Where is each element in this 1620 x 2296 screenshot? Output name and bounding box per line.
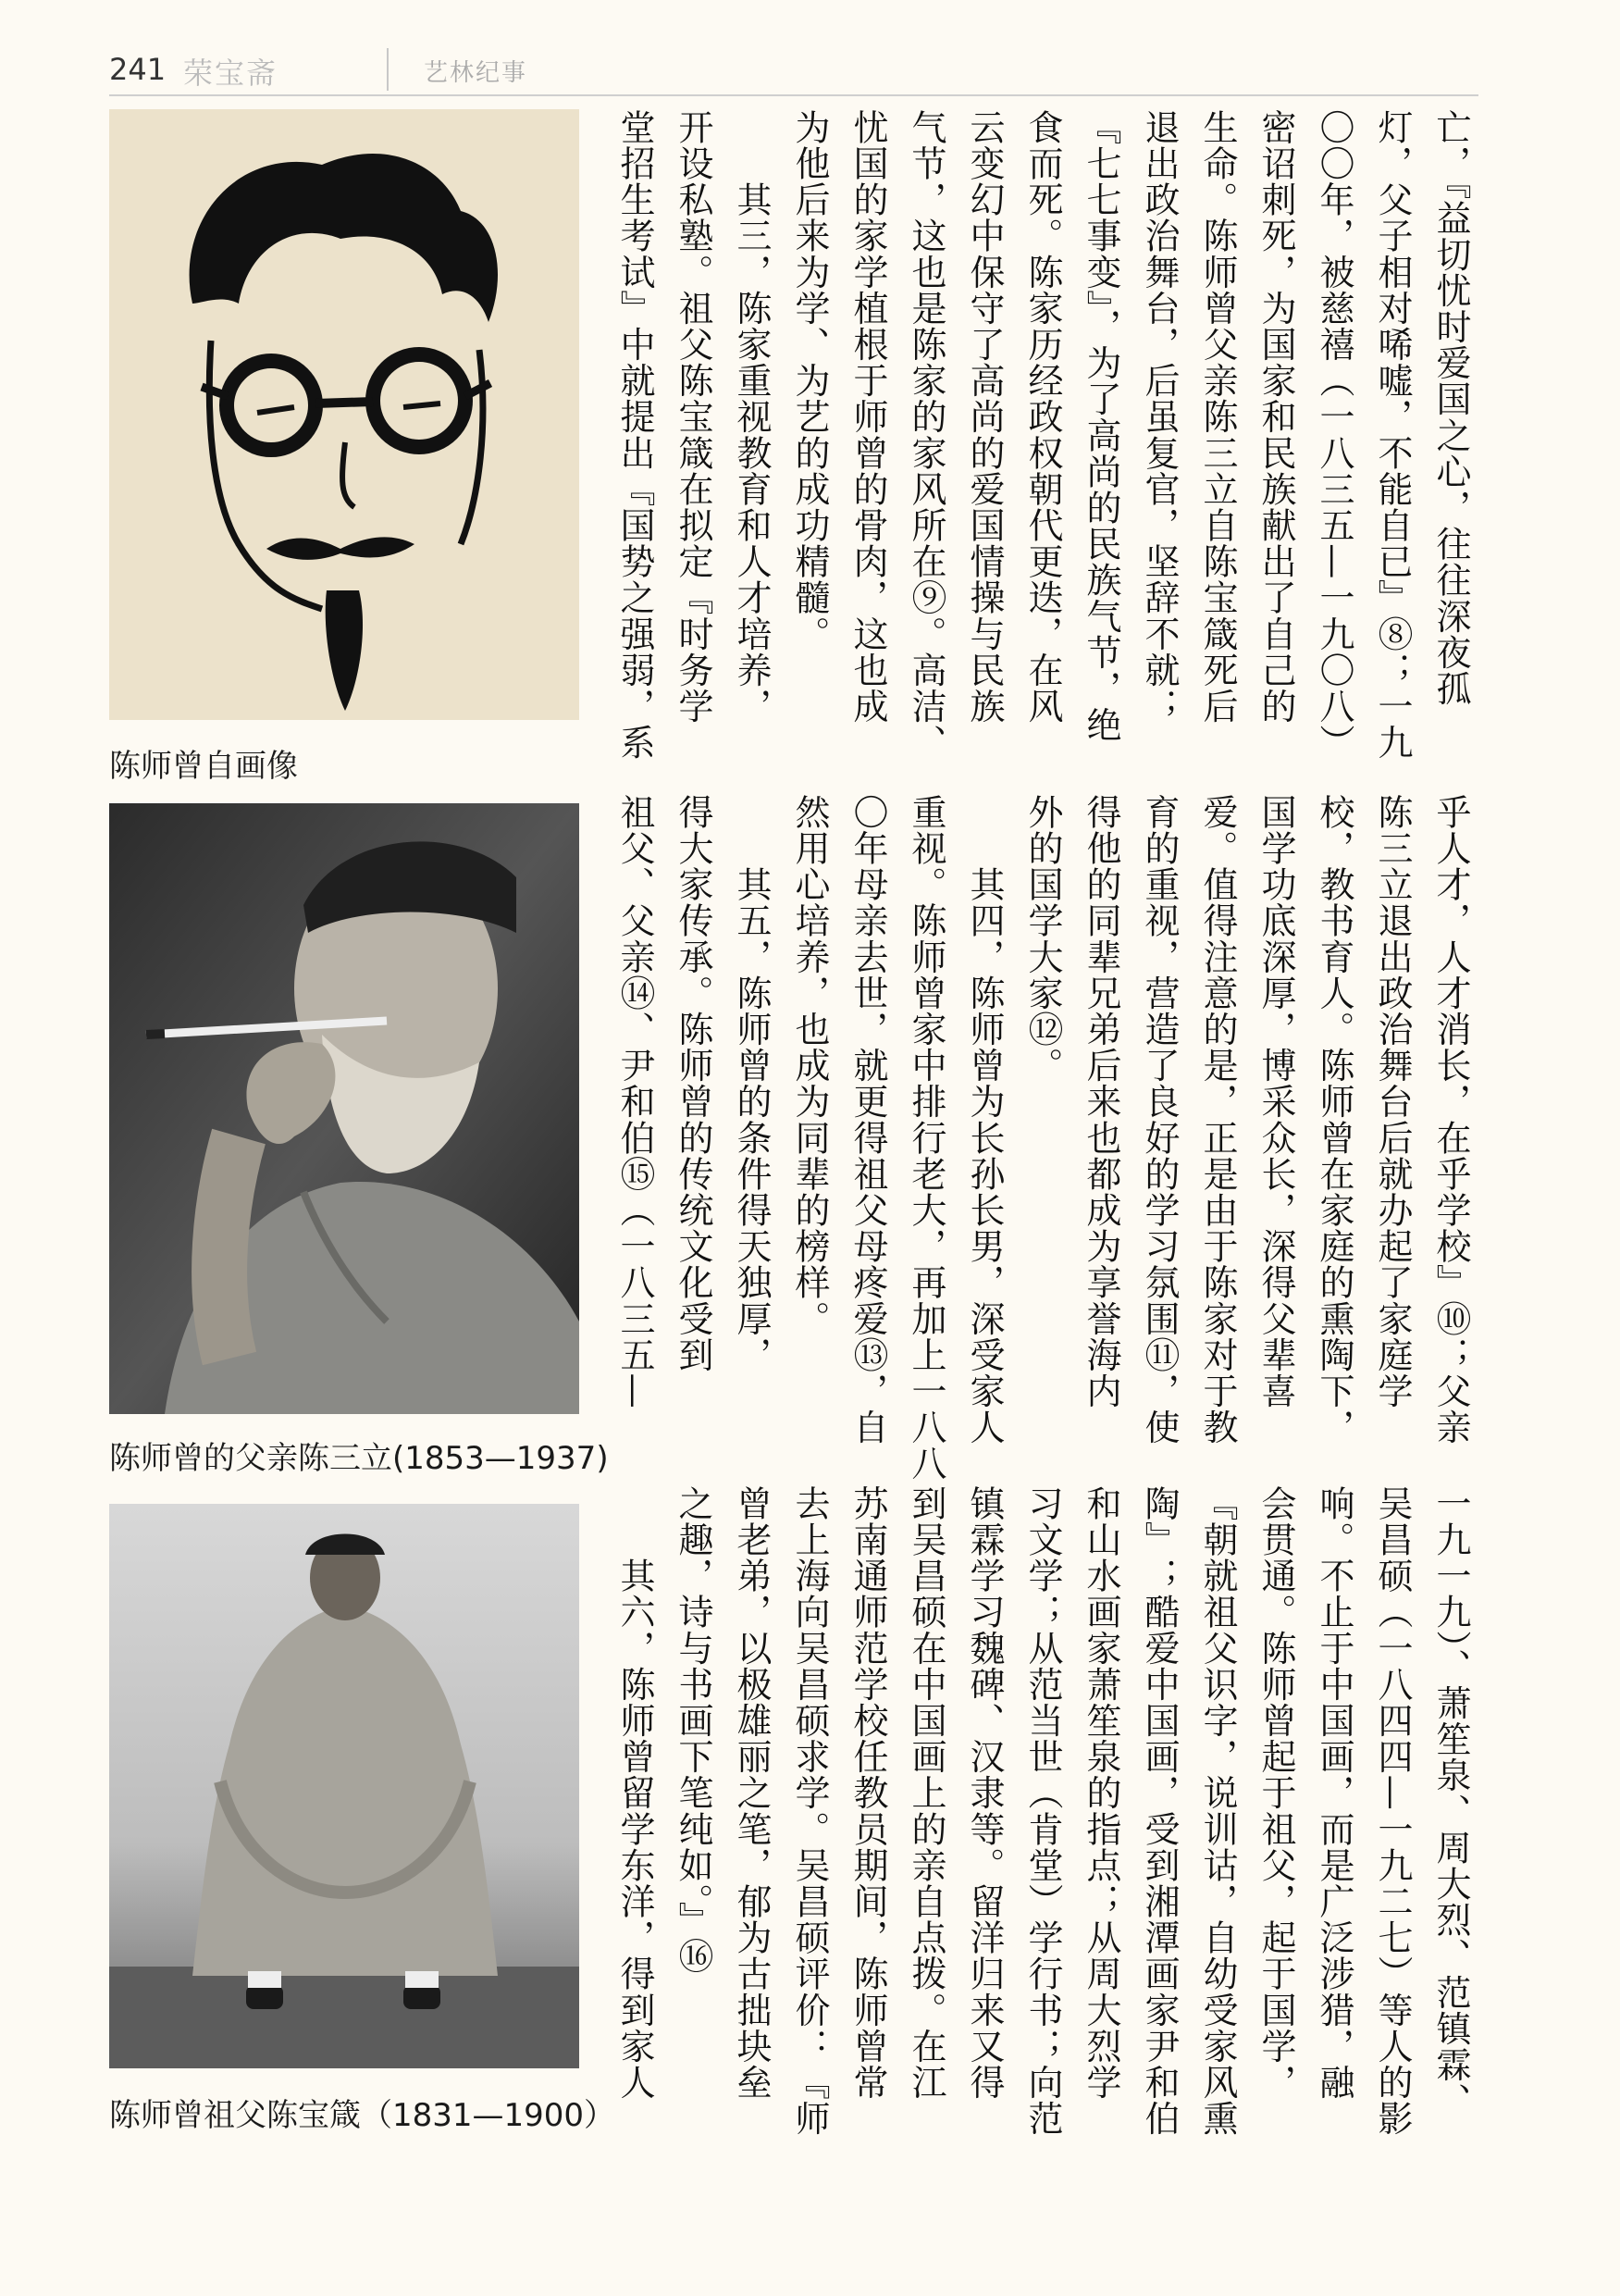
page-number: 241 <box>109 52 167 87</box>
text-column: 吴昌硕（一八四四—一九二七）等人的影 <box>1372 1485 1413 2137</box>
text-column: 去上海向吴昌硕求学。吴昌硕评价：『师 <box>789 1485 830 2137</box>
text-column: 堂招生考试』中就提出『国势之强弱，系 <box>614 109 655 761</box>
text-column: 重视。陈师曾家中排行老大，再加上一八八 <box>906 794 946 1482</box>
text-column: 亡，『益切忧时爱国之心，往往深夜孤 <box>1430 109 1471 707</box>
text-column: 其四，陈师曾为长孙长男，深受家人 <box>964 794 1005 1446</box>
text-column: 育的重视，营造了良好的学习氛围⑪，使 <box>1139 794 1180 1446</box>
text-column: 会贯通。陈师曾起于祖父，起于国学， <box>1255 1485 1296 2101</box>
text-column: 之趣，诗与书画下笔纯如。』⑯ <box>673 1485 713 1975</box>
text-column: 国学功底深厚，博采众长，深得父辈喜 <box>1255 794 1296 1409</box>
text-column: 陶』；酷爱中国画，受到湘潭画家尹和伯 <box>1139 1485 1180 2137</box>
figure-caption: 陈师曾的父亲陈三立(1853—1937) <box>109 1440 609 1477</box>
text-column: 其五，陈师曾的条件得天独厚， <box>731 794 772 1373</box>
text-column: 『朝就祖父识字，说训诂，自幼受家风熏 <box>1197 1485 1238 2137</box>
text-column: 灯，父子相对唏嘘，不能自已』⑧；一九 <box>1372 109 1413 761</box>
text-column: 为他后来为学、为艺的成功精髓。 <box>789 109 830 652</box>
text-column: 云变幻中保守了高尚的爱国情操与民族 <box>964 109 1005 725</box>
figure-caption: 陈师曾自画像 <box>109 748 298 785</box>
text-column: 其三，陈家重视教育和人才培养， <box>731 109 772 725</box>
text-column: 生命。陈师曾父亲陈三立自陈宝箴死后 <box>1197 109 1238 725</box>
page-header <box>109 48 1478 93</box>
self-portrait-image <box>109 109 579 720</box>
figure-caption: 陈师曾祖父陈宝箴（1831—1900） <box>109 2097 616 2134</box>
portrait-photo-smoking-elder-icon <box>109 803 579 1414</box>
text-column: 其六，陈师曾留学东洋，得到家人 <box>614 1485 655 2101</box>
father-portrait-image <box>109 803 579 1414</box>
publication-name: 荣宝斋 <box>183 56 278 91</box>
header-divider <box>387 48 389 91</box>
self-portrait-sketch-icon <box>109 109 579 720</box>
text-column: 祖父、父亲⑭、尹和伯⑮（一八三五— <box>614 794 655 1409</box>
text-column: 得大家传承。陈师曾的传统文化受到 <box>673 794 713 1373</box>
text-column: 曾老弟，以极雄丽之笔，郁为古拙块垒 <box>731 1485 772 2101</box>
text-column: 镇霖学习魏碑、汉隶等。留洋归来又得 <box>964 1485 1005 2101</box>
text-block-middle <box>605 794 1479 1482</box>
portrait-photo-seated-elder-icon <box>109 1504 579 2068</box>
grandfather-portrait-image <box>109 1504 579 2068</box>
text-column: 得他的同辈兄弟后来也都成为享誉海内 <box>1081 794 1121 1409</box>
text-block-upper <box>605 109 1479 776</box>
text-column: 习文学；从范当世（肯堂）学行书；向范 <box>1022 1485 1063 2137</box>
text-column: 校，教书育人。陈师曾在家庭的熏陶下， <box>1314 794 1354 1446</box>
text-column: 外的国学大家⑫。 <box>1022 794 1063 1084</box>
text-column: 开设私塾。祖父陈宝箴在拟定『时务学 <box>673 109 713 725</box>
text-column: 退出政治舞台，后虽复官，坚辞不就； <box>1139 109 1180 725</box>
text-column: 一九一九）、萧笙泉、周大烈、范镇霖、 <box>1430 1485 1471 2119</box>
text-column: 陈三立退出政治舞台后就办起了家庭学 <box>1372 794 1413 1409</box>
text-column: 乎人才，人才消长，在乎学校』⑩；父亲 <box>1430 794 1471 1446</box>
text-column: 爱。值得注意的是，正是由于陈家对于教 <box>1197 794 1238 1446</box>
text-column: 密诏刺死，为国家和民族献出了自己的 <box>1255 109 1296 725</box>
text-column: 忧国的家学植根于师曾的骨肉，这也成 <box>847 109 888 725</box>
text-column: 气节，这也是陈家的家风所在⑨。高洁、 <box>906 109 946 761</box>
text-column: 食而死。陈家历经政权朝代更迭，在风 <box>1022 109 1063 725</box>
text-column: 『七七事变』，为了高尚的民族气节，绝 <box>1081 109 1121 743</box>
text-column: 苏南通师范学校任教员期间，陈师曾常 <box>847 1485 888 2101</box>
text-column: 〇〇年，被慈禧（一八三五—一九〇八） <box>1314 109 1354 761</box>
text-column: 响。不止于中国画，而是广泛涉猎，融 <box>1314 1485 1354 2101</box>
text-column: 〇年母亲去世，就更得祖父母疼爱⑬，自 <box>847 794 888 1446</box>
text-column: 到吴昌硕在中国画上的亲自点拨。在江 <box>906 1485 946 2101</box>
section-title: 艺林纪事 <box>424 59 528 87</box>
text-block-lower <box>605 1485 1479 2152</box>
text-column: 和山水画家萧笙泉的指点；从周大烈学 <box>1081 1485 1121 2101</box>
header-rule <box>109 94 1478 96</box>
text-column: 然用心培养，也成为同辈的榜样。 <box>789 794 830 1337</box>
